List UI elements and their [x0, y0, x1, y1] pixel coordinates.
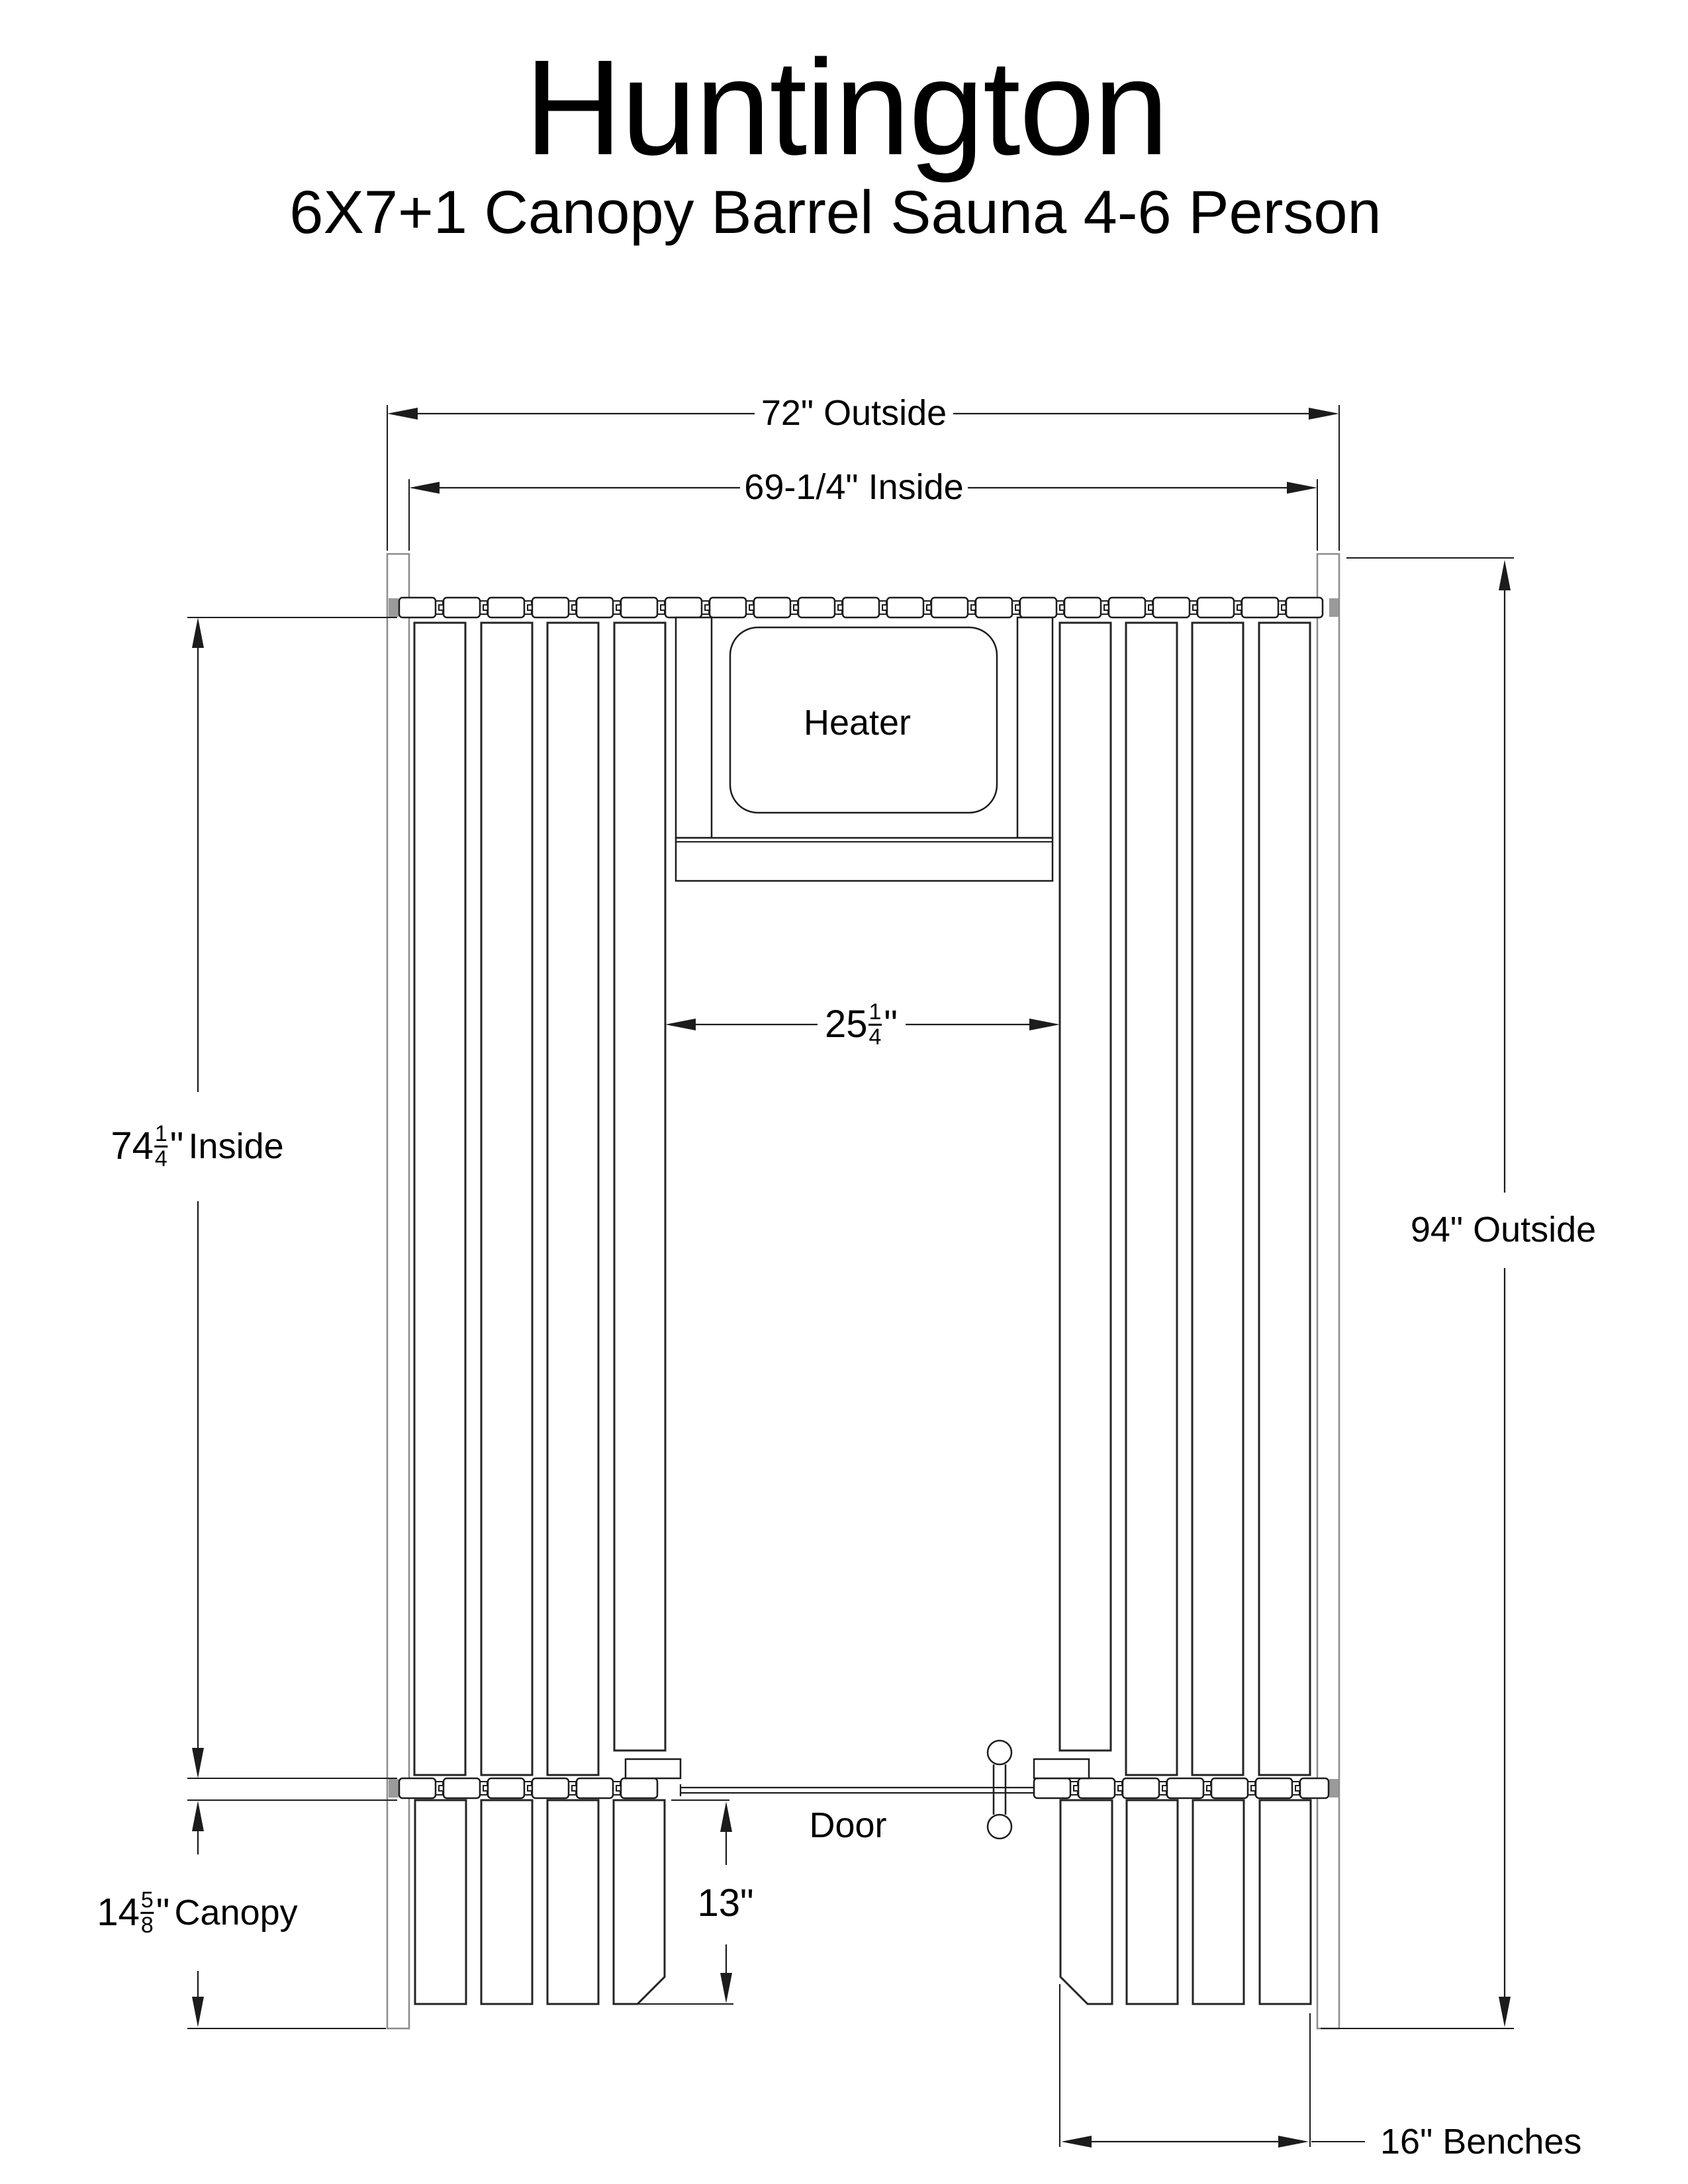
dim-fraction: $\frac{1}{4}$ [868, 999, 882, 1050]
barrel-stave [976, 598, 1012, 617]
dim-unit: " [156, 1891, 170, 1934]
barrel-stave [1123, 1778, 1159, 1798]
band-end-cap [1329, 598, 1338, 617]
barrel-stave [754, 598, 790, 617]
door-handle-knob [988, 1741, 1011, 1764]
band-end-cap [1329, 1779, 1338, 1797]
canopy-plank [1260, 1800, 1311, 2004]
barrel-stave [931, 598, 968, 617]
arrowhead-right [1278, 2136, 1309, 2148]
barrel-stave [399, 1778, 436, 1798]
wall-plank [1192, 623, 1243, 1775]
arrowhead-right [1287, 482, 1317, 494]
dim-label-canopy [97, 1889, 297, 1936]
arrowhead-down [192, 1997, 204, 2027]
band-end-cap [389, 598, 399, 617]
wall-plank [1060, 623, 1111, 1751]
barrel-stave [444, 598, 480, 617]
arrowhead-left [665, 1019, 696, 1030]
barrel-stave [577, 598, 613, 617]
dim-label-heater-opening [825, 1001, 898, 1048]
barrel-stave [621, 598, 657, 617]
canopy-plank-chamfered [1060, 1800, 1112, 2004]
arrowhead-up [1499, 560, 1511, 590]
right-outer-post [1317, 554, 1339, 2028]
canopy-plank [1127, 1800, 1178, 2004]
barrel-stave [532, 1778, 569, 1798]
barrel-stave [1300, 1778, 1329, 1798]
canopy-plank-chamfered [614, 1800, 665, 2004]
canopy-plank [547, 1800, 598, 2004]
dim-text: Canopy [174, 1893, 298, 1933]
dim-unit: " [169, 1124, 184, 1167]
wall-plank [1126, 623, 1177, 1775]
dim-text: Inside [188, 1126, 284, 1166]
barrel-stave [1109, 598, 1145, 617]
arrowhead-up [720, 1801, 732, 1832]
barrel-stave [1256, 1778, 1292, 1798]
wall-plank [547, 623, 598, 1775]
canopy-plank [415, 1800, 466, 2004]
page-title: Huntington [524, 32, 1168, 183]
barrel-stave [887, 598, 923, 617]
dim-label-outside-width: 72" Outside [761, 393, 947, 433]
dim-fraction: $\frac{1}{4}$ [154, 1120, 167, 1171]
door-left-jamb [626, 1759, 680, 1778]
left-outer-post [387, 554, 409, 2028]
dim-whole: 14 [97, 1891, 140, 1934]
barrel-stave [843, 598, 879, 617]
page-subtitle: 6X7+1 Canopy Barrel Sauna 4-6 Person [289, 179, 1382, 246]
dim-label-door-step: 13" [697, 1882, 754, 1925]
arrowhead-left [387, 408, 418, 420]
arrowhead-right [1029, 1019, 1060, 1030]
wall-plank [414, 623, 465, 1775]
barrel-stave [665, 598, 702, 617]
dim-unit: " [884, 1003, 898, 1046]
barrel-stave [1197, 598, 1234, 617]
heater-left-post [676, 617, 712, 838]
band-end-cap [389, 1779, 399, 1797]
barrel-stave [577, 1778, 613, 1798]
dim-label-benches: 16" Benches [1380, 2122, 1582, 2161]
barrel-stave [621, 1778, 657, 1798]
arrowhead-down [720, 1973, 732, 2003]
dim-label-inside-depth [111, 1122, 283, 1170]
barrel-stave [1153, 598, 1190, 617]
barrel-stave [1078, 1778, 1115, 1798]
barrel-stave [1167, 1778, 1203, 1798]
barrel-stave [798, 598, 835, 617]
wall-plank [614, 623, 665, 1751]
barrel-stave [1020, 598, 1056, 617]
canopy-plank [1193, 1800, 1244, 2004]
canopy-plank [481, 1800, 532, 2004]
barrel-stave [532, 598, 569, 617]
arrowhead-down [1499, 1997, 1511, 2027]
arrowhead-up [192, 617, 204, 648]
barrel-stave [1211, 1778, 1248, 1798]
heater-right-post [1017, 617, 1053, 838]
door-handle-knob [988, 1815, 1011, 1839]
arrowhead-up [192, 1801, 204, 1831]
dim-whole: 25 [824, 1003, 868, 1046]
door-right-jamb [1034, 1759, 1089, 1778]
arrowhead-left [409, 482, 440, 494]
barrel-stave [1242, 598, 1278, 617]
barrel-stave [710, 598, 746, 617]
heater-label: Heater [803, 703, 912, 743]
wall-plank [481, 623, 532, 1775]
dim-label-outside-depth: 94" Outside [1410, 1210, 1597, 1250]
barrel-stave [399, 598, 436, 617]
wall-plank [1259, 623, 1310, 1775]
dim-fraction: $\frac{5}{8}$ [140, 1887, 154, 1938]
barrel-stave [1064, 598, 1101, 617]
barrel-stave [1286, 598, 1323, 617]
barrel-stave [488, 1778, 524, 1798]
dim-whole: 74 [111, 1124, 154, 1167]
door-label: Door [809, 1805, 887, 1845]
barrel-stave [444, 1778, 480, 1798]
arrowhead-right [1309, 408, 1339, 420]
arrowhead-down [192, 1748, 204, 1778]
barrel-stave [488, 598, 524, 617]
arrowhead-left [1061, 2136, 1092, 2148]
heater-platform [676, 838, 1053, 881]
dim-label-inside-width: 69-1/4" Inside [744, 467, 964, 507]
barrel-stave [1034, 1778, 1070, 1798]
